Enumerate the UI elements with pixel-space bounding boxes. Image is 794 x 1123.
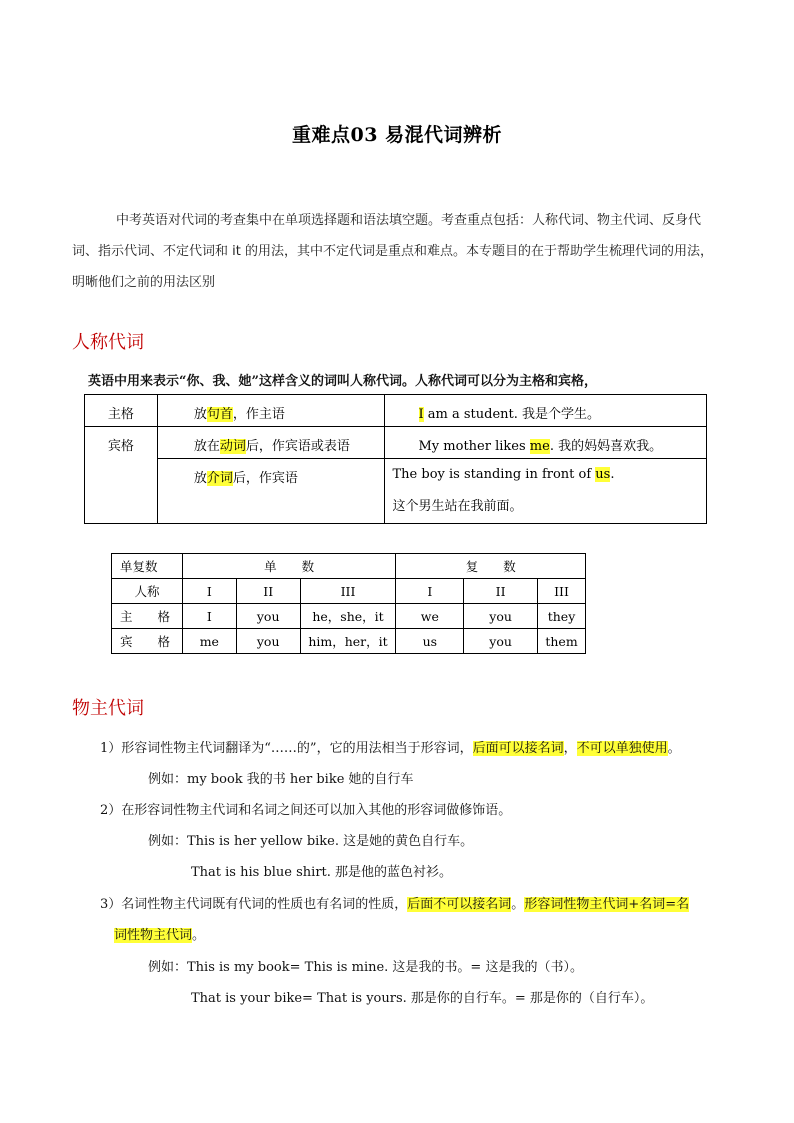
possessive-rule-3-cont: 词性物主代词。 (114, 928, 206, 943)
pronoun-table (111, 553, 586, 654)
pronoun-table-row-subject: 主 格 I you he，she，it we you they (112, 604, 586, 629)
possessive-rule-1: 1）形容词性物主代词翻译为“……的”，它的用法相当于形容词，后面可以接名词，不可以单独使用。 (100, 741, 681, 756)
possessive-rule-1-example: 例如：my book 我的书 her bike 她的自行车 (148, 772, 414, 787)
pronoun-table-row-object: 宾 格 me you him，her，it us you them (112, 629, 586, 654)
case-label-object: 宾格 (85, 427, 158, 524)
example-object-preposition: The boy is standing in front of us. 这个男生站在我前面。 (384, 459, 707, 524)
possessive-rule-2: 2）在形容词性物主代词和名词之间还可以加入其他的形容词做修饰语。 (100, 803, 512, 818)
page-title: 重难点03 易混代词辨析 (291, 124, 503, 146)
possessive-rule-3-example-2: That is your bike= That is yours. 那是你的自行车。= 那是你的（自行车）。 (191, 991, 654, 1006)
case-label-subject: 主格 (85, 395, 158, 427)
personal-pronoun-description: 英语中用来表示“你、我、她”这样含义的词叫人称代词。人称代词可以分为主格和宾格， (88, 374, 597, 389)
case-table (84, 394, 707, 524)
possessive-rule-3-example-1: 例如：This is my book= This is mine. 这是我的书。= 这是我的（书）。 (148, 960, 583, 975)
section-heading-personal-pronouns: 人称代词 (72, 332, 144, 353)
intro-paragraph: 中考英语对代词的考查集中在单项选择题和语法填空题。考查重点包括：人称代词、物主代词、反身代词、指示代词、不定代词和 it 的用法，其中不定代词是重点和难点。本专题目的在于帮助学生梳理代词的用法，明晰他们之前的用法区别 (72, 213, 713, 290)
case-row-object-verb (85, 427, 707, 459)
rule-subject: 放句首，作主语 (157, 395, 384, 427)
case-row-object-preposition (85, 459, 707, 524)
possessive-rule-2-example-1: 例如：This is her yellow bike. 这是她的黄色自行车。 (148, 834, 474, 849)
rule-object-preposition: 放介词后，作宾语 (157, 459, 384, 524)
example-object-verb: My mother likes me. 我的妈妈喜欢我。 (384, 427, 707, 459)
pronoun-table-header-number: 单复数 单 数 复 数 (112, 554, 586, 579)
section-heading-possessive-pronouns: 物主代词 (72, 698, 144, 719)
possessive-rule-3: 3）名词性物主代词既有代词的性质也有名词的性质，后面不可以接名词。形容词性物主代词+名词=名 (100, 897, 690, 912)
case-row-subject (85, 395, 707, 427)
rule-object-verb: 放在动词后，作宾语或表语 (157, 427, 384, 459)
example-subject: I am a student. 我是个学生。 (384, 395, 707, 427)
possessive-rule-2-example-2: That is his blue shirt. 那是他的蓝色衬衫。 (191, 865, 453, 880)
pronoun-table-header-person: 人称 I II III I II III (112, 579, 586, 604)
